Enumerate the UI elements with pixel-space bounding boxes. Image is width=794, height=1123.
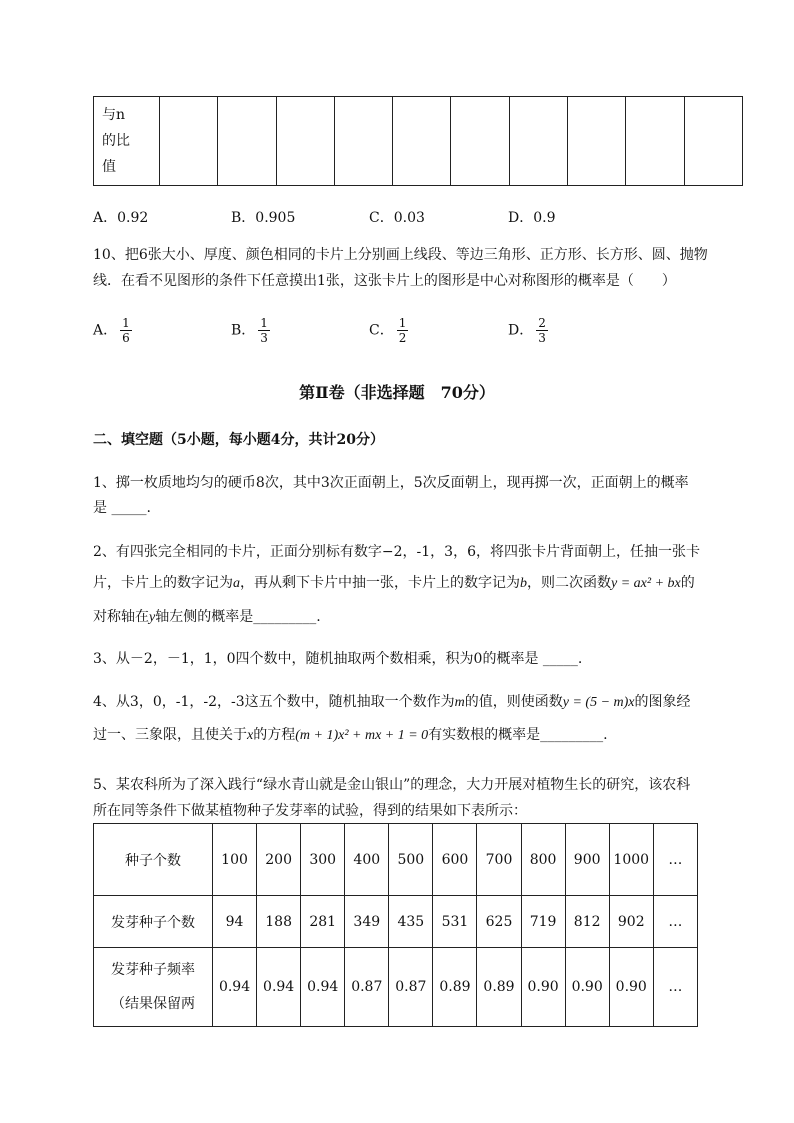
table-cell: 1000 (609, 824, 653, 896)
table-cell: 100 (213, 824, 257, 896)
table-row (94, 948, 698, 1027)
table-cell: 0.94 (301, 948, 345, 1027)
q1-line1: 1、掷一枚质地均匀的硬币8次，其中3次正面朝上，5次反面朝上，现再掷一次，正面朝上的概率 (93, 475, 689, 491)
q9-table-fragment (93, 96, 743, 186)
table-cell: 812 (565, 896, 609, 948)
table-cell: 300 (301, 824, 345, 896)
table-cell (626, 97, 684, 186)
fill-in-heading: 二、填空题（5小题，每小题4分，共计20分） (93, 432, 384, 448)
ratio-header-line: 与n (102, 107, 126, 123)
q2-line2: 片，卡片上的数字记为a，再从剩下卡片中抽一张，卡片上的数字记为b，则二次函数y = ax² + bx的 (93, 575, 695, 591)
table-cell: 281 (301, 896, 345, 948)
table-cell: 719 (521, 896, 565, 948)
q10-option-a: A． $\frac{1}{6}$ (93, 316, 130, 345)
table-cell: 200 (257, 824, 301, 896)
q10-option-b: B． $\frac{1}{3}$ (231, 316, 268, 345)
table-cell (451, 97, 509, 186)
linear-function: y = (5 − m)x (562, 695, 635, 710)
table-cell: 600 (433, 824, 477, 896)
table-cell: 800 (521, 824, 565, 896)
q4-line2: 过一、三象限，且使关于x的方程(m + 1)x² + mx + 1 = 0有实数根的概率是_________. (93, 727, 608, 743)
quadratic-function: y = ax² + bx (611, 576, 681, 591)
q2-line3: 对称轴在y轴左侧的概率是_________. (93, 609, 321, 625)
seed-germination-table (93, 823, 698, 1027)
table-cell: … (653, 896, 697, 948)
row-header: 种子个数 (94, 824, 213, 896)
table-cell: 0.87 (345, 948, 389, 1027)
q4-line1: 4、从3，0，-1，-2，-3这五个数中，随机抽取一个数作为m的值，则使函数y = (5 − m)x的图象经 (93, 694, 691, 710)
table-cell (393, 97, 451, 186)
var-m: m (454, 695, 465, 710)
table-cell (509, 97, 567, 186)
table-cell (218, 97, 276, 186)
q10-line1: 10、把6张大小、厚度、颜色相同的卡片上分别画上线段、等边三角形、正方形、长方形、圆、抛物 (93, 247, 708, 263)
table-cell: 0.94 (213, 948, 257, 1027)
table-cell: 531 (433, 896, 477, 948)
table-cell (160, 97, 218, 186)
q5-line1: 5、某农科所为了深入践行“绿水青山就是金山银山”的理念，大力开展对植物生长的研究，该农科 (93, 777, 691, 793)
table-cell (334, 97, 392, 186)
ratio-header-cell (94, 97, 160, 186)
table-cell: 94 (213, 896, 257, 948)
table-cell (684, 97, 742, 186)
q10-option-d: D． $\frac{2}{3}$ (508, 316, 546, 345)
q3-line1: 3、从－2，－1，1，0四个数中，随机抽取两个数相乘，积为0的概率是 _____. (93, 651, 583, 667)
q2-line1: 2、有四张完全相同的卡片，正面分别标有数字−2，-1，3，6，将四张卡片背面朝上，任抽一张卡 (93, 544, 700, 560)
table-cell: 349 (345, 896, 389, 948)
var-x: x (247, 728, 254, 743)
q5-line2: 所在同等条件下做某植物种子发芽率的试验，得到的结果如下表所示： (93, 803, 527, 819)
table-cell: 0.89 (477, 948, 521, 1027)
q9-option-b: B．0.905 (231, 210, 296, 226)
ratio-header-line: 值 (102, 159, 116, 175)
row-header: 发芽种子个数 (94, 896, 213, 948)
table-cell: 0.90 (565, 948, 609, 1027)
var-a: a (233, 576, 240, 591)
table-cell (276, 97, 334, 186)
table-cell: … (653, 948, 697, 1027)
table-cell: 0.87 (389, 948, 433, 1027)
quadratic-equation: (m + 1)x² + mx + 1 = 0 (295, 728, 429, 743)
table-cell: 0.89 (433, 948, 477, 1027)
table-row (94, 896, 698, 948)
section-title: 第Ⅱ卷（非选择题 70分） (299, 383, 495, 402)
table-cell: 700 (477, 824, 521, 896)
q9-option-c: C．0.03 (369, 210, 425, 226)
table-cell: 900 (565, 824, 609, 896)
table-cell: 0.90 (521, 948, 565, 1027)
table-cell (568, 97, 626, 186)
table-cell: 0.90 (609, 948, 653, 1027)
var-b: b (520, 576, 527, 591)
table-cell: 625 (477, 896, 521, 948)
table-cell: 902 (609, 896, 653, 948)
q10-line2: 线．在看不见图形的条件下任意摸出1张，这张卡片上的图形是中心对称图形的概率是（ ） (93, 273, 676, 289)
table-cell: 188 (257, 896, 301, 948)
q9-option-a: A．0.92 (93, 210, 149, 226)
q9-option-d: D．0.9 (508, 210, 556, 226)
var-y: y (149, 610, 156, 625)
q1-line2: 是 _____. (93, 500, 151, 516)
ratio-header-line: 的比 (102, 133, 130, 149)
table-cell: 0.94 (257, 948, 301, 1027)
table-cell: 435 (389, 896, 433, 948)
table-cell: 400 (345, 824, 389, 896)
table-cell: … (653, 824, 697, 896)
row-header: 发芽种子频率 （结果保留两 (94, 948, 213, 1027)
table-cell: 500 (389, 824, 433, 896)
table-row (94, 824, 698, 896)
q10-option-c: C． $\frac{1}{2}$ (369, 316, 407, 345)
